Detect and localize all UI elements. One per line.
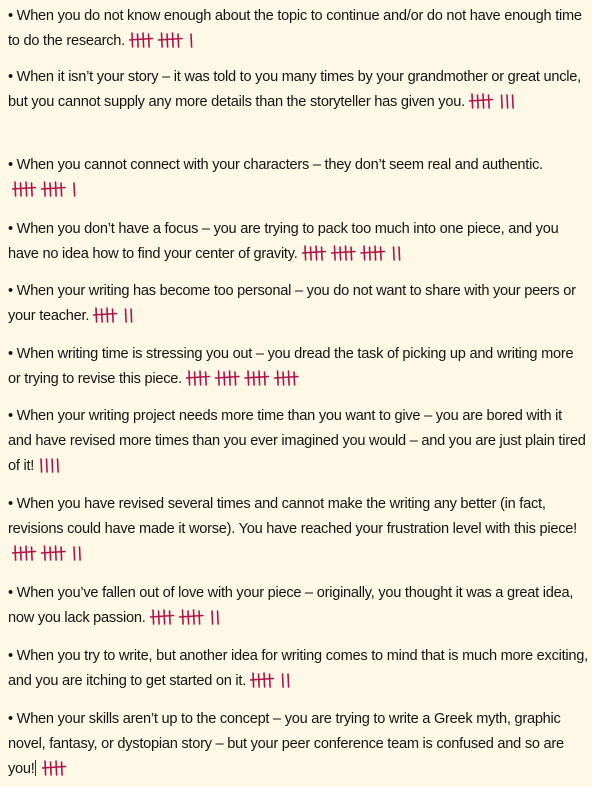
reason-text: • When it isn’t your story – it was told to you many times by your grandmother or great uncle, but you cannot supply any more details than the storyteller has given you. (8, 69, 581, 110)
tally-marks (469, 91, 520, 111)
tally-marks (12, 179, 82, 199)
reason-item (8, 65, 588, 115)
tally-stroke (21, 183, 22, 196)
reason-text: • When you try to write, but another idea for writing comes to mind that is much more exciting, and you are itching to get started on it. (8, 648, 588, 689)
tally-stroke (235, 372, 236, 385)
tally-stroke (191, 34, 192, 47)
tally-stroke (345, 246, 346, 260)
tally-stroke (107, 308, 108, 322)
tally-stroke (380, 247, 381, 260)
tally-stroke (102, 309, 103, 322)
tally-stroke (483, 94, 484, 108)
tally-stroke (178, 34, 179, 47)
tally-stroke (264, 673, 265, 687)
tally-marks (302, 243, 407, 263)
tally-stroke (32, 547, 33, 560)
tally-stroke (131, 309, 132, 322)
reason-item (8, 153, 588, 203)
tally-stroke (212, 611, 213, 624)
tally-marks (250, 670, 296, 690)
tally-stroke (47, 459, 48, 472)
tally-stroke (164, 610, 165, 624)
tally-stroke (56, 182, 57, 196)
tally-stroke (310, 247, 311, 260)
reason-item (8, 644, 588, 694)
tally-marks (42, 758, 77, 778)
tally-stroke (393, 247, 394, 260)
tally-stroke (283, 372, 284, 385)
tally-stroke (224, 372, 225, 385)
tally-stroke (56, 546, 57, 560)
tally-stroke (205, 372, 206, 385)
tally-stroke (167, 34, 168, 47)
text-cursor (35, 760, 36, 776)
tally-stroke (158, 611, 159, 624)
tally-stroke (194, 372, 195, 385)
tally-stroke (369, 247, 370, 260)
tally-stroke (26, 182, 27, 196)
reason-text: • When your writing has become too personal – you do not want to share with your peers or your teacher. (8, 283, 576, 324)
tally-marks (38, 455, 65, 475)
tally-stroke (126, 309, 127, 322)
tally-stroke (26, 546, 27, 560)
reason-item (8, 707, 588, 782)
reason-item (8, 279, 588, 329)
tally-stroke (259, 674, 260, 687)
reason-text: • When you have revised several times and cannot make the writing any better (in fact, revisions could have made it worse). You have reached your frustration level with this piece! (8, 496, 577, 537)
reason-item (8, 342, 588, 392)
tally-stroke (113, 309, 114, 322)
tally-stroke (288, 371, 289, 385)
tally-stroke (399, 247, 400, 260)
tally-stroke (137, 34, 138, 47)
tally-stroke (50, 762, 51, 775)
reason-item (8, 4, 588, 54)
tally-stroke (148, 34, 149, 47)
tally-stroke (351, 247, 352, 260)
tally-marks (93, 305, 139, 325)
tally-stroke (74, 547, 75, 560)
reason-item (8, 404, 588, 479)
tally-stroke (264, 372, 265, 385)
tally-stroke (512, 95, 513, 108)
tally-stroke (217, 611, 218, 624)
tally-stroke (21, 547, 22, 560)
tally-stroke (169, 611, 170, 624)
reason-text: • When you don’t have a focus – you are trying to pack too much into one piece, and you have no idea how to find your center of gravity. (8, 221, 559, 262)
tally-stroke (32, 183, 33, 196)
tally-stroke (259, 371, 260, 385)
tally-stroke (74, 183, 75, 196)
reason-text: • When your writing project needs more time than you want to give – you are bored with it and have revised more times than you ever imagined you would – and you are just plain tired of it! (8, 408, 586, 474)
tally-stroke (294, 372, 295, 385)
tally-stroke (283, 674, 284, 687)
tally-stroke (143, 33, 144, 47)
reason-item (8, 581, 588, 631)
tally-stroke (61, 762, 62, 775)
tally-stroke (172, 33, 173, 47)
tally-stroke (501, 95, 502, 108)
tally-stroke (50, 183, 51, 196)
tally-marks (150, 607, 225, 627)
tally-stroke (316, 246, 317, 260)
tally-stroke (61, 183, 62, 196)
tally-stroke (52, 459, 53, 472)
tally-stroke (50, 547, 51, 560)
reason-text: • When your skills aren’t up to the concept – you are trying to write a Greek myth, graphic novel, fantasy, or dystopian story – but your peer conference team is confused and so are you! (8, 711, 564, 777)
tally-stroke (58, 459, 59, 472)
tally-stroke (80, 547, 81, 560)
tally-stroke (477, 95, 478, 108)
tally-stroke (375, 246, 376, 260)
tally-stroke (188, 611, 189, 624)
reason-text: • When you’ve fallen out of love with your piece – originally, you thought it was a great idea, now you lack passion. (8, 585, 574, 626)
tally-marks (186, 368, 309, 388)
tally-stroke (199, 611, 200, 624)
reason-text: • When writing time is stressing you out – you dread the task of picking up and writing more or trying to revise this piece. (8, 346, 574, 387)
tally-marks (12, 543, 87, 563)
reason-text: • When you do not know enough about the topic to continue and/or do not have enough time to do the research. (8, 8, 582, 49)
tally-stroke (41, 459, 42, 472)
tally-marks (129, 30, 199, 50)
tally-stroke (56, 761, 57, 775)
tally-stroke (61, 547, 62, 560)
tally-stroke (270, 674, 271, 687)
tally-stroke (193, 610, 194, 624)
tally-stroke (488, 95, 489, 108)
tally-stroke (229, 371, 230, 385)
reason-item (8, 217, 588, 267)
reason-item (8, 492, 588, 567)
tally-stroke (507, 95, 508, 108)
tally-stroke (288, 674, 289, 687)
tally-stroke (253, 372, 254, 385)
tally-stroke (200, 371, 201, 385)
reason-text: • When you cannot connect with your characters – they don’t seem real and authentic. (8, 157, 543, 173)
tally-stroke (340, 247, 341, 260)
tally-stroke (321, 247, 322, 260)
